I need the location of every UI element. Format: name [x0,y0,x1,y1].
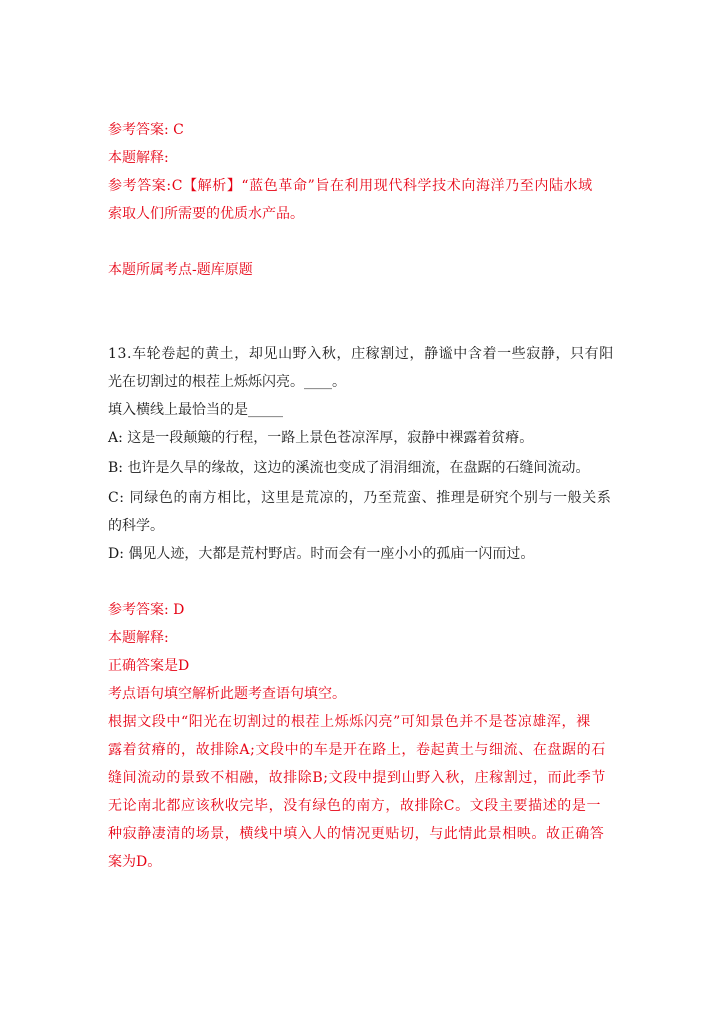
option-a: A: 这是一段颠簸的行程，一路上景色苍凉浑厚，寂静中裸露着贫瘠。 [108,430,534,446]
explain-text-line: 考点语句填空解析此题考查语句填空。 [108,686,346,702]
explain-text-line: 案为D。 [108,854,162,870]
answer-line: 参考答案: D [108,602,185,618]
explain-text-line: 无论南北都应该秋收完毕，没有绿色的南方，故排除C。文段主要描述的是一 [108,798,602,814]
question-stem-line: 光在切割过的根茬上烁烁闪亮。____。 [108,374,346,390]
explain-text-line: 索取人们所需要的优质水产品。 [108,206,304,222]
explain-text-line: 缝间流动的景致不相融，故排除B;文段中提到山野入秋，庄稼割过，而此季节 [108,770,607,786]
explain-text-line: 根据文段中“阳光在切割过的根茬上烁烁闪亮”可知景色并不是苍凉雄浑，裸 [108,714,591,730]
topic-line: 本题所属考点-题库原题 [108,262,253,278]
option-d: D: 偶见人迹，大都是荒村野店。时而会有一座小小的孤庙一闪而过。 [108,546,535,562]
explain-text-line: 露着贫瘠的，故排除A;文段中的车是开在路上，卷起黄土与细流、在盘踞的石 [108,742,606,758]
explain-label: 本题解释: [108,630,169,646]
option-c-continued: 的科学。 [108,518,164,534]
explain-text-line: 参考答案:C【解析】“蓝色革命”旨在利用现代科学技术向海洋乃至内陆水域 [108,178,593,194]
question-prompt-line: 填入横线上最恰当的是_____ [108,402,283,418]
answer-line: 参考答案: C [108,122,184,138]
explain-text-line: 种寂静凄清的场景，横线中填入人的情况更贴切，与此情此景相映。故正确答 [108,826,605,842]
explain-label: 本题解释: [108,150,169,166]
option-c: C: 同绿色的南方相比，这里是荒凉的，乃至荒蛮、推理是研究个别与一般关系 [108,490,612,506]
option-b: B: 也许是久旱的缘故，这边的溪流也变成了涓涓细流，在盘踞的石缝间流动。 [108,460,590,476]
question-stem-line: 13.车轮卷起的黄土，却见山野入秋，庄稼割过，静谧中含着一些寂静，只有阳 [108,346,614,362]
explain-text-line: 正确答案是D [108,658,190,674]
